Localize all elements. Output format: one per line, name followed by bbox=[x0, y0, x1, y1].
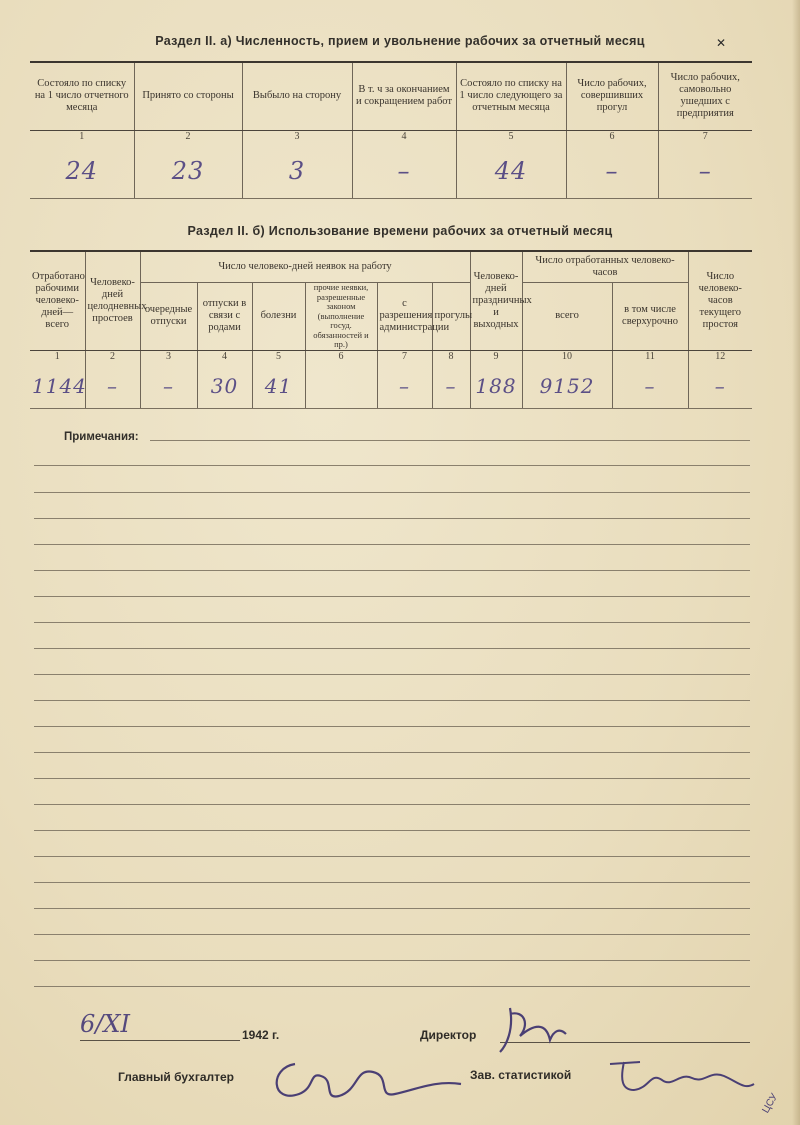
handwritten-value: – bbox=[432, 364, 470, 408]
header-cell: Число человеко-часов текущего простоя bbox=[688, 251, 752, 350]
column-number: 5 bbox=[456, 130, 566, 144]
section-a-table bbox=[30, 61, 752, 199]
column-number: 6 bbox=[566, 130, 658, 144]
section-b-table bbox=[30, 250, 752, 409]
handwritten-value: 188 bbox=[470, 364, 522, 408]
column-number: 7 bbox=[658, 130, 752, 144]
handwritten-value: 1144 bbox=[30, 364, 85, 408]
header-cell: Состояло по списку на 1 число следующего за отчетным месяца bbox=[456, 62, 566, 130]
director-signature bbox=[490, 1000, 570, 1060]
handwritten-value: 3 bbox=[242, 144, 352, 198]
handwritten-value: 9152 bbox=[522, 364, 612, 408]
notes-rule bbox=[34, 934, 750, 935]
notes-rule bbox=[34, 908, 750, 909]
column-number: 2 bbox=[85, 350, 140, 364]
handwritten-value: 30 bbox=[197, 364, 252, 408]
handwritten-value: 41 bbox=[252, 364, 305, 408]
section-b-title: Раздел II. б) Использование времени рабочих за отчетный месяц bbox=[187, 224, 613, 238]
notes-rule bbox=[34, 986, 750, 987]
header-cell: В т. ч за окончанием и сокращением работ bbox=[352, 62, 456, 130]
accountant-signature bbox=[265, 1050, 465, 1110]
statistician-label bbox=[470, 1068, 571, 1082]
notes-rule bbox=[34, 882, 750, 883]
column-number: 6 bbox=[305, 350, 377, 364]
column-number: 4 bbox=[197, 350, 252, 364]
notes-rule bbox=[34, 596, 750, 597]
column-number: 4 bbox=[352, 130, 456, 144]
notes-rule bbox=[34, 465, 750, 466]
header-cell: прогулы bbox=[432, 283, 470, 351]
column-number: 9 bbox=[470, 350, 522, 364]
header-cell: Выбыло на сторону bbox=[242, 62, 352, 130]
handwritten-value: – bbox=[688, 364, 752, 408]
notes-rule bbox=[34, 544, 750, 545]
notes-rule bbox=[34, 856, 750, 857]
notes-rule bbox=[34, 960, 750, 961]
notes-rule bbox=[34, 830, 750, 831]
column-number: 8 bbox=[432, 350, 470, 364]
chief-accountant-label: Главный бухгалтер bbox=[118, 1070, 235, 1084]
header-group-hours: Число отработанных человеко-часов bbox=[522, 251, 688, 283]
handwritten-value: – bbox=[612, 364, 688, 408]
header-cell: Число рабочих, совершивших прогул bbox=[566, 62, 658, 130]
x-mark-icon: ✕ bbox=[716, 36, 727, 50]
header-group-absences: Число человеко-дней неявок на работу bbox=[140, 251, 470, 283]
header-cell: с разрешения администрации bbox=[377, 283, 432, 351]
notes-rule bbox=[34, 778, 750, 779]
column-number: 3 bbox=[140, 350, 197, 364]
notes-rule bbox=[34, 752, 750, 753]
statistician-label-text: Зав. статистикой bbox=[470, 1068, 572, 1082]
column-number: 5 bbox=[252, 350, 305, 364]
handwritten-value: – bbox=[658, 144, 752, 198]
handwritten-value: 23 bbox=[134, 144, 242, 198]
header-cell: болезни bbox=[252, 283, 305, 351]
header-cell: всего bbox=[522, 283, 612, 351]
csu-stamp: ЦСУ bbox=[760, 1091, 781, 1116]
header-cell: очередные отпуски bbox=[140, 283, 197, 351]
header-cell: Человеко-дней целодневных простоев bbox=[85, 251, 140, 350]
column-number: 1 bbox=[30, 350, 85, 364]
notes-rule bbox=[34, 700, 750, 701]
notes-rule bbox=[34, 622, 750, 623]
handwritten-value: – bbox=[140, 364, 197, 408]
column-number: 10 bbox=[522, 350, 612, 364]
notes-rule bbox=[34, 674, 750, 675]
notes-rule bbox=[150, 440, 750, 441]
column-number: 3 bbox=[242, 130, 352, 144]
column-number: 12 bbox=[688, 350, 752, 364]
header-cell: прочие неявки, разрешенные законом (выполнение госуд. обязанностей и пр.) bbox=[305, 283, 377, 351]
notes-rule bbox=[34, 648, 750, 649]
header-cell: Число рабочих, самовольно ушедших с предприятия bbox=[658, 62, 752, 130]
column-number: 1 bbox=[30, 130, 134, 144]
year-label: 1942 г. bbox=[242, 1028, 280, 1042]
handwritten-value bbox=[305, 364, 377, 408]
column-number: 2 bbox=[134, 130, 242, 144]
header-cell: отпуски в связи с родами bbox=[197, 283, 252, 351]
header-cell: в том числе сверхурочно bbox=[612, 283, 688, 351]
column-number: 7 bbox=[377, 350, 432, 364]
handwritten-value: 44 bbox=[456, 144, 566, 198]
header-cell: Человеко-дней праздничных и выходных bbox=[470, 251, 522, 350]
header-cell: Принято со стороны bbox=[134, 62, 242, 130]
handwritten-value: – bbox=[377, 364, 432, 408]
notes-rule bbox=[34, 726, 750, 727]
notes-rule bbox=[34, 518, 750, 519]
section-a-title: Раздел II. а) Численность, прием и увольнение рабочих за отчетный месяц bbox=[155, 34, 645, 48]
handwritten-value: – bbox=[566, 144, 658, 198]
notes-rule bbox=[34, 492, 750, 493]
header-cell: Отработано рабочими человеко-дней—всего bbox=[30, 251, 85, 350]
header-cell: Состояло по списку на 1 число отчетного месяца bbox=[30, 62, 134, 130]
statistician-signature bbox=[600, 1050, 760, 1100]
handwritten-date: 6/XI bbox=[80, 1010, 130, 1038]
director-label: Директор bbox=[420, 1028, 477, 1042]
handwritten-value: – bbox=[352, 144, 456, 198]
column-number: 11 bbox=[612, 350, 688, 364]
notes-rule bbox=[34, 570, 750, 571]
notes-label: Примечания: bbox=[64, 431, 139, 443]
date-line bbox=[80, 1040, 240, 1041]
handwritten-value: – bbox=[85, 364, 140, 408]
handwritten-value: 24 bbox=[30, 144, 134, 198]
notes-rule bbox=[34, 804, 750, 805]
